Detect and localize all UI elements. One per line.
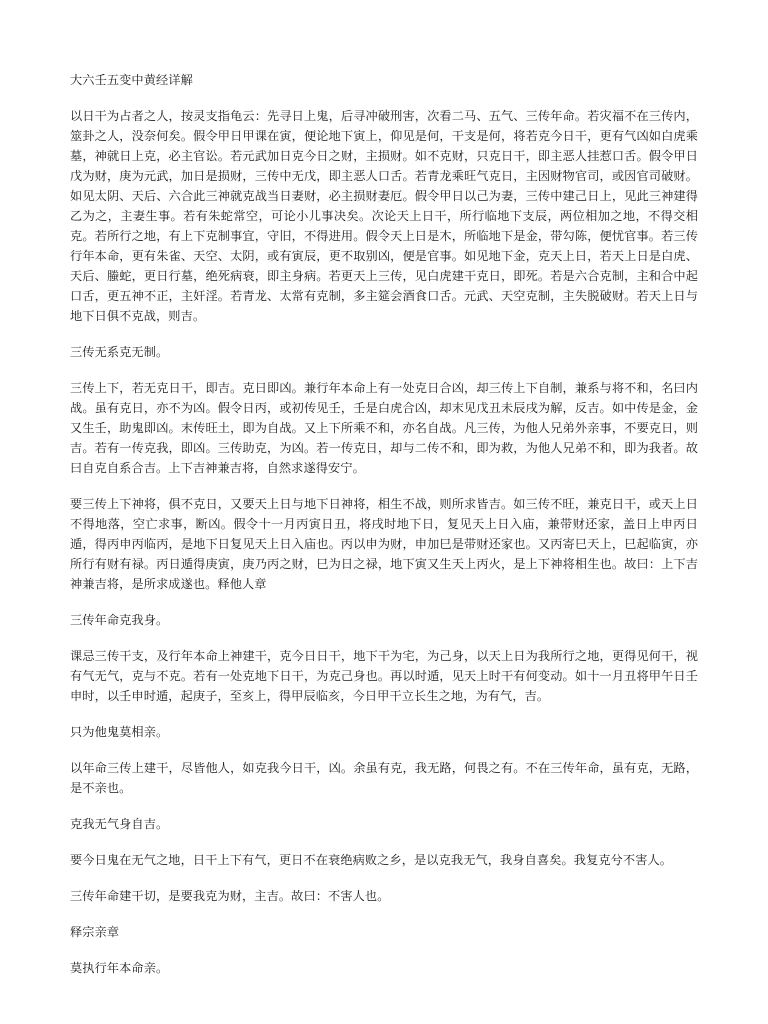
section-heading: 三传无系克无制。	[70, 345, 169, 359]
paragraph: 要今日鬼在无气之地，日干上下有气，更日不在衰绝病败之乡，是以克我无气，我身自喜矣。我复克兮不害人。	[70, 853, 673, 867]
chapter-heading: 释宗亲章	[70, 925, 120, 939]
paragraph: 三传年命建干切，是要我克为财，主吉。故曰：不害人也。	[70, 889, 390, 903]
paragraph: 三传上下，若无克日干，即吉。克日即凶。兼行年本命上有一处克日合凶，却三传上下自制，兼系与将不和，名曰内战。虽有克日，亦不为凶。假令日丙，或初传见壬，壬是白虎合凶，却末见戊丑未辰戌为解，反吉。如中传是金，金又生壬，助鬼即凶。末传旺土，即为自战。又上下所乘不和，亦名自战。凡三传，为他人兄弟外亲事，不要克日，则吉。若有一传克我，即凶。三传助克，为凶。若一传克日，却与二传不和，即为救，为他人兄弟不和，即为我者。故曰自克自系合吉。上下吉神兼吉将，自然求遂得安宁。	[70, 381, 698, 475]
paragraph: 要三传上下神将，俱不克日，又要天上日与地下日神将，相生不战，则所求皆吉。如三传不旺，兼克日干，或天上日不得地落，空亡求事，断凶。假令十一月丙寅日丑，将戌时地下日，复见天上日入庙，兼带财还家，盖日上申丙日遁，得丙申丙临丙，是地下日复见天上日入庙也。丙以申为财，申加巳是带财还家也。又丙寄巳天上，巳起临寅，亦所行有财有禄。丙日遁得庚寅，庚乃丙之财，巳为日之禄，地下寅又生天上丙火，是上下神将相生也。故曰：上下吉神兼吉将，是所求成遂也。释他人章	[70, 497, 698, 591]
section-heading: 只为他鬼莫相亲。	[70, 725, 169, 739]
section-heading: 克我无气身自吉。	[70, 817, 169, 831]
paragraph: 以年命三传上建干，尽皆他人，如克我今日干，凶。余虽有克，我无路，何畏之有。不在三传年命，虽有克，无路，是不亲也。	[70, 761, 698, 795]
paragraph: 以日干为占者之人，按灵支指龟云：先寻日上鬼，后寻冲破刑害，次看二马、五气、三传年命。若灾福不在三传内，筮卦之人，没奈何矣。假令甲日甲课在寅，便论地下寅上，仰见是何，干支是何，将若克今日干，更有气凶如白虎乘墓，神就日上克，必主官讼。若元武加日克今日之财，主损财。如不克财，只克日干，即主恶人挂惹口舌。假令甲日戊为财，庚为元武，加日是损财，三传中无戊，即主恶人口舌。若青龙乘旺气克日，主因财物官司，或因官司破财。如见太阴、天后、六合此三神就克战当日妻财，必主损财妻厄。假令甲日以己为妻，三传中建己日上，见此三神建得乙为之，主妻生事。若有朱蛇常空，可论小儿事决矣。次论天上日干，所行临地下支辰，两位相加之地，不得交相克。若所行之地，有上下克制事宜，守旧，不得进用。假令天上日是木，所临地下是金，带勾陈，便忧官事。若三传行年本命，更有朱雀、天空、太阴，或有寅辰，更不取别凶，便是官事。如见地下金，克天上日，若天上日是白虎、天后、螣蛇，更日行墓，绝死病衰，即主身病。若更天上三传，见白虎建干克日，即死。若是六合克制，主和合中起口舌，更五神不正，主奸淫。若青龙、太常有克制，多主筵会酒食口舌。元武、天空克制，主失脱破财。若天上日与地下日俱不克战，则吉。	[70, 109, 698, 323]
paragraph: 课忌三传干支，及行年本命上神建干，克今日日干，地下干为宅，为己身，以天上日为我所行之地，更得见何干，视有气无气，克与不克。若有一处克地下日干，为克己身也。再以时遁，见天上时干有何变动。如十一月丑将甲午日壬申时，以壬申时遁，起庚子，至亥上，得甲辰临亥，今日甲干立长生之地，为有气，吉。	[70, 649, 698, 703]
section-heading: 莫执行年本命亲。	[70, 961, 169, 975]
section-heading: 三传年命克我身。	[70, 613, 169, 627]
document-title: 大六壬五变中黄经详解	[70, 73, 193, 87]
